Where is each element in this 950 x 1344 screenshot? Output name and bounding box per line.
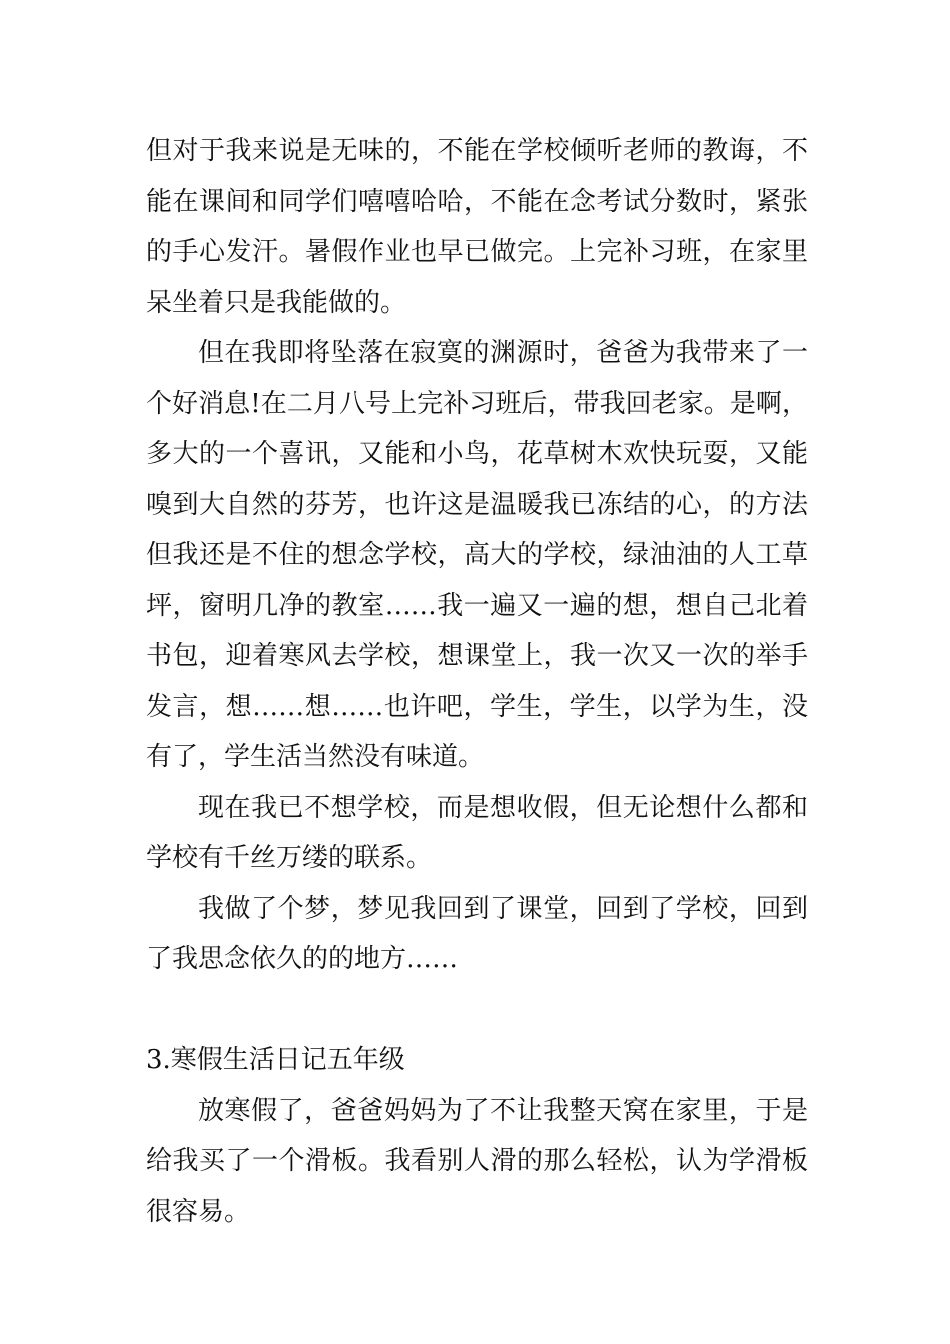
paragraph-continued: 但对于我来说是无味的，不能在学校倾听老师的教诲，不能在课间和同学们嘻嘻哈哈，不能在念考试分数时，紧张的手心发汗。暑假作业也早已做完。上完补习班，在家里呆坐着只是我能做的。 [146, 136, 808, 318]
paragraph-dream: 我做了个梦，梦见我回到了课堂，回到了学校，回到了我思念依久的的地方…… [146, 893, 808, 974]
section-heading: 3.寒假生活日记五年级 [146, 1045, 405, 1075]
paragraph-miss-school: 现在我已不想学校，而是想收假，但无论想什么都和学校有千丝万缕的联系。 [146, 792, 808, 873]
paragraph-good-news: 但在我即将坠落在寂寞的渊源时，爸爸为我带来了一个好消息!在二月八号上完补习班后，带我回老家。是啊，多大的一个喜讯，又能和小鸟，花草树木欢快玩耍，又能嗅到大自然的芬芳，也许这是温暖我已冻结的心，的方法但我还是不住的想念学校，高大的学校，绿油油的人工草坪，窗明几净的教室……我一遍又一遍的想，想自己北着书包，迎着寒风去学校，想课堂上，我一次又一次的举手发言，想……想……也许吧，学生，学生，以学为生，没有了，学生活当然没有味道。 [146, 338, 808, 772]
paragraph-skateboard: 放寒假了，爸爸妈妈为了不让我整天窝在家里，于是给我买了一个滑板。我看别人滑的那么轻松，认为学滑板很容易。 [146, 1095, 808, 1227]
section-gap [146, 985, 808, 1036]
document-body [146, 126, 808, 1237]
